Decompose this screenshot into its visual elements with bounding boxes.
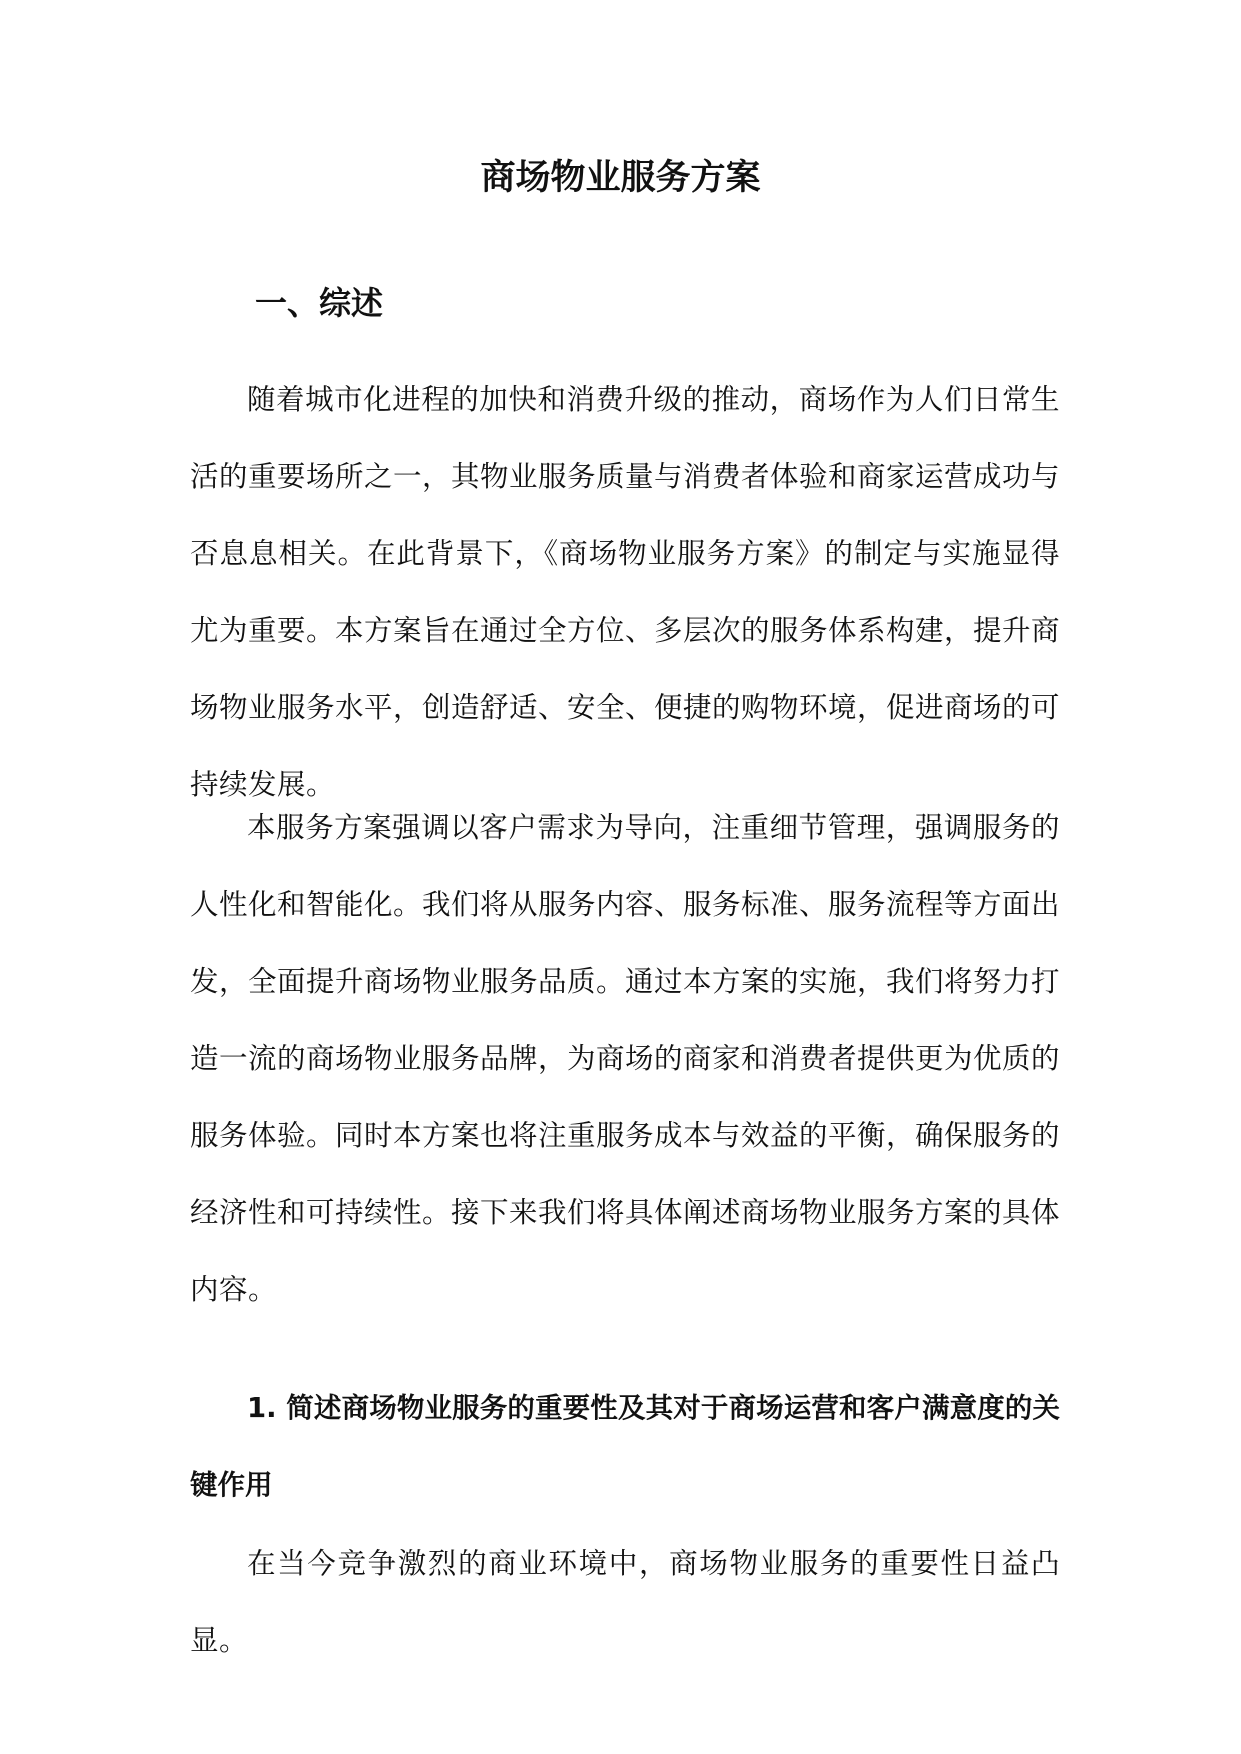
sub-heading-importance: 1. 简述商场物业服务的重要性及其对于商场运营和客户满意度的关键作用 — [190, 1392, 1060, 1501]
section-heading: 一、综述 — [255, 284, 384, 322]
document-title: 商场物业服务方案 — [480, 158, 761, 198]
paragraph-intro: 随着城市化进程的加快和消费升级的推动，商场作为人们日常生活的重要场所之一，其物业服务质量与消费者体验和商家运营成功与否息息相关。在此背景下，《商场物业服务方案》的制定与实施显得尤为重要。本方案旨在通过全方位、多层次的服务体系构建，提升商场物业服务水平，创造舒适、安全、便捷的购物环境，促进商场的可持续发展。 — [190, 383, 1061, 801]
paragraph-importance: 在当今竞争激烈的商业环境中，商场物业服务的重要性日益凸显。 — [190, 1547, 1060, 1657]
paragraph-approach: 本服务方案强调以客户需求为导向，注重细节管理，强调服务的人性化和智能化。我们将从服务内容、服务标准、服务流程等方面出发，全面提升商场物业服务品质。通过本方案的实施，我们将努力打造一流的商场物业服务品牌，为商场的商家和消费者提供更为优质的服务体验。同时本方案也将注重服务成本与效益的平衡，确保服务的经济性和可持续性。接下来我们将具体阐述商场物业服务方案的具体内容。 — [190, 811, 1061, 1306]
